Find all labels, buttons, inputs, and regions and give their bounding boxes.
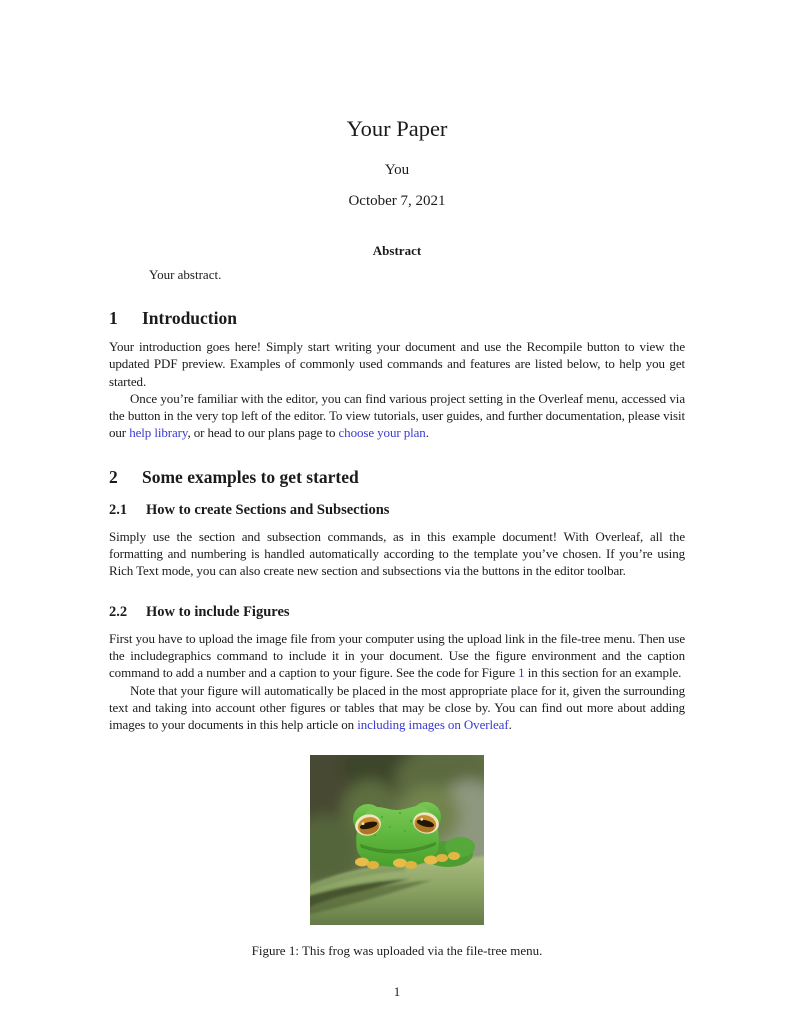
text-run: First you have to upload the image file from your computer using the upload link in the file-tree menu. Then use the includegraphics command to include it in your document. Use the figure environment and the caption command to add a number and a caption to your figure. See the code for Figure [109,630,685,681]
text-run: . [425,425,429,441]
section-title: Introduction [142,308,237,328]
paragraph [109,528,685,580]
text-run: in this section for an example. [524,665,682,681]
section-title: Some examples to get started [142,466,359,487]
abstract-text: Your abstract. [149,267,222,282]
paragraph [109,338,685,390]
text-run: Once you’re familiar with the editor, you can find various project setting in the Overleaf menu, accessed via the button in the very top left of the editor. To view tutorials, user guides, and further documentation, please visit our [109,390,685,441]
subsection-title: How to include Figures [146,603,290,620]
subsection-title: How to create Sections and Subsections [146,501,390,518]
text-run: , or head to our plans page to [187,425,339,441]
paragraph [109,682,685,734]
subsection-number: 2.1 [109,501,128,518]
text-link[interactable]: help library [129,425,188,441]
section-number: 2 [109,466,118,487]
subsection-heading-sections [109,501,685,519]
text-run: Your introduction goes here! Simply start writing your document and use the Recompile button to view the updated PDF preview. Examples of commonly used commands and features are listed below, to help you get started. [109,339,685,389]
section-heading-examples [109,466,685,488]
page-number: 1 [393,984,401,999]
text-run: Note that your figure will automatically be placed in the most appropriate place for it, given the surrounding text and taking into account other figures or tables that may be close by. You can find out more about adding images to your documents in this help article on [109,682,685,733]
figure-caption: Figure 1: This frog was uploaded via the file-tree menu. [251,943,543,959]
frog-photo [310,755,484,925]
subsection-number: 2.2 [109,603,128,620]
text-link[interactable]: choose your plan [338,425,426,441]
text-run: Simply use the section and subsection commands, as in this example document! With Overleaf, all the formatting and numbering is handled automatically according to the template you’ve chosen. If you’re using Rich Text mode, you can also create new section and subsections via the buttons in the editor toolbar. [109,528,685,579]
subsection-heading-figures [109,603,685,621]
paragraph [109,630,685,682]
abstract-heading: Abstract [372,243,422,258]
section-number: 1 [109,308,118,328]
text-link[interactable]: including images on Overleaf [357,717,509,733]
text-run: . [508,717,512,733]
text-link[interactable]: 1 [518,665,525,681]
title-block [109,0,685,210]
date: October 7, 2021 [348,193,446,209]
page-title: Your Paper [346,116,448,141]
section-heading-introduction [109,307,685,329]
figure-1 [310,755,484,925]
author: You [384,162,410,178]
paragraph [109,390,685,442]
